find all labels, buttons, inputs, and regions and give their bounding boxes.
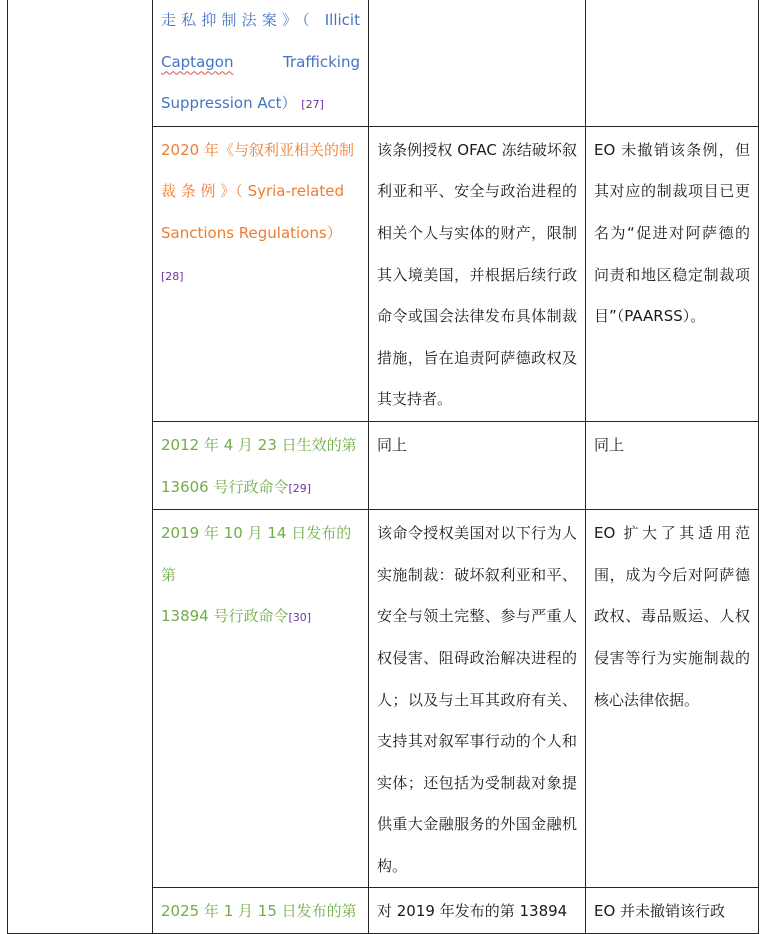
status-cell: EO 未撤销该条例，但其对应的制裁项目已更名为“促进对阿萨德的问责和地区稳定制裁项目”（PAARSS）。 [586,126,759,421]
reference-link[interactable]: [30] [288,611,312,625]
status-cell: EO 并未撤销该行政 [586,888,759,934]
law-text-line: Captagon Trafficking [161,52,360,71]
content-cell: 该命令授权美国对以下行为人实施制裁：破坏叙利亚和平、安全与领土完整、参与严重人权侵害、阻碍政治解决进程的人；以及与土耳其政府有关、支持其对叙军事行动的个人和实体；还包括为受制裁对象提供重大金融服务的外国金融机构。 [369,510,586,888]
status-cell [586,0,759,126]
content-cell: 该条例授权 OFAC 冻结破坏叙利亚和平、安全与政治进程的相关个人与实体的财产，限制其入境美国，并根据后续行政命令或国会法律发布具体制裁措施，旨在追责阿萨德政权及其支持者。 [369,126,586,421]
law-cell [153,0,369,126]
law-text-line: 2025 年 1 月 15 日发布的第 [161,902,357,921]
law-text-line: 2012 年 4 月 23 日生效的第 [161,435,357,454]
law-text-line: 2019 年 10 月 14 日发布的第 [161,524,352,584]
law-text-line: Sanctions Regulations） [28] [161,223,342,283]
reference-link[interactable]: [27] [301,98,324,112]
content-cell: 同上 [369,421,586,509]
law-text-line: 13894 号行政命令[30] [161,607,312,626]
content-cell [369,0,586,126]
law-cell [153,888,369,934]
law-text-line: 13606 号行政命令[29] [161,477,312,496]
status-cell: 同上 [586,421,759,509]
left-margin-cell [8,0,153,934]
table-row [8,0,759,126]
law-cell [153,421,369,509]
law-cell [153,510,369,888]
reference-link[interactable]: [28] [161,269,184,283]
law-cell [153,126,369,421]
law-text-line: 裁 条 例 》（ Syria-related [161,182,344,201]
law-text-line: 走私抑制法案》（ Illicit [161,11,360,29]
reference-link[interactable]: [29] [288,481,312,495]
law-text-line: 2020 年《与叙利亚相关的制 [161,140,354,159]
content-cell: 对 2019 年发布的第 13894 [369,888,586,934]
status-cell: EO 扩大了其适用范围，成为今后对阿萨德政权、毒品贩运、人权侵害等行为实施制裁的核心法律依据。 [586,510,759,888]
law-text-line: Suppression Act） [27] [161,94,324,113]
sanctions-table [7,0,759,934]
